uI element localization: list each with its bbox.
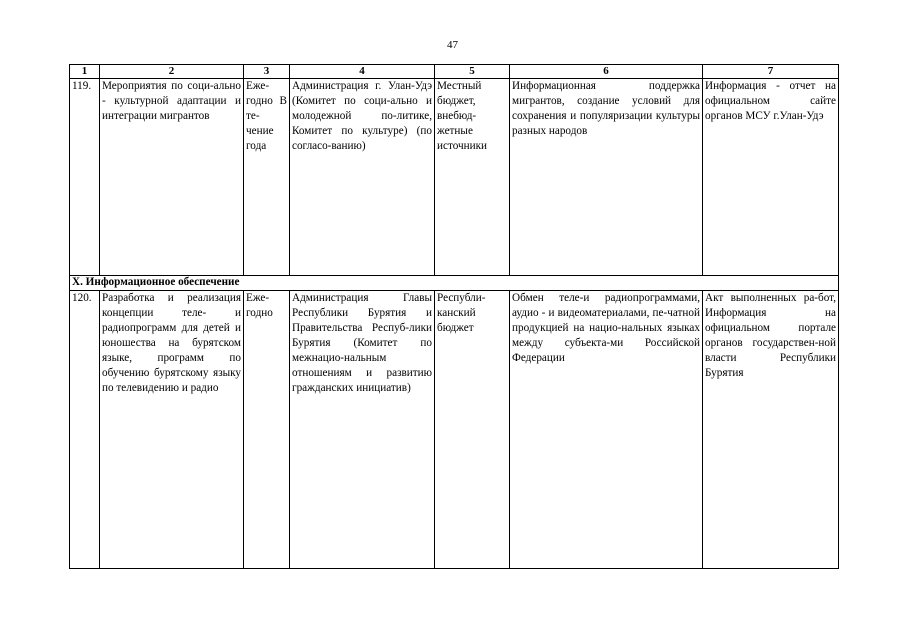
section-title: X. Информационное обеспечение: [70, 276, 839, 291]
section-row: [70, 276, 839, 291]
column-header: 5: [435, 65, 510, 79]
executor-cell: Администрация Главы Республики Бурятия и Правительства Респуб-лики Бурятия (Комитет по межнацио-нальным отношениям и развитию гражданских инициатив): [290, 291, 435, 569]
result-cell: Обмен теле-и радиопрограммами, аудио - и видеоматериалами, пе-чатной продукцией на нацио-нальных языках между субъекта-ми Российской Федерации: [510, 291, 703, 569]
row-number: 119.: [70, 79, 100, 276]
column-header: 4: [290, 65, 435, 79]
funding-cell: Местный бюджет, внебюд-жетные источники: [435, 79, 510, 276]
column-header: 6: [510, 65, 703, 79]
page-number: 47: [447, 39, 458, 51]
reporting-cell: Акт выполненных ра-бот, Информация на официальном портале органов государствен-ной власти Республики Бурятия: [703, 291, 839, 569]
funding-cell: Республи-канский бюджет: [435, 291, 510, 569]
table-row: [70, 291, 839, 569]
period-cell: Еже-годно В те-чение года: [244, 79, 290, 276]
column-header: 7: [703, 65, 839, 79]
column-number-row: [70, 65, 839, 79]
reporting-cell: Информация - отчет на официальном сайте органов МСУ г.Улан-Удэ: [703, 79, 839, 276]
plan-table: [69, 64, 839, 569]
result-cell: Информационная поддержка мигрантов, создание условий для сохранения и популяризации культуры разных народов: [510, 79, 703, 276]
executor-cell: Администрация г. Улан-Удэ (Комитет по соци-ально и молодежной по-литике, Комитет по культуре) (по согласо-ванию): [290, 79, 435, 276]
period-cell: Еже-годно: [244, 291, 290, 569]
column-header: 3: [244, 65, 290, 79]
row-number: 120.: [70, 291, 100, 569]
event-cell: Мероприятия по соци-ально - культурной адаптации и интеграции мигрантов: [100, 79, 244, 276]
column-header: 2: [100, 65, 244, 79]
table-row: [70, 79, 839, 276]
event-cell: Разработка и реализация концепции теле- и радиопрограмм для детей и юношества на бурятском языке, программ по обучению бурятскому языку по телевидению и радио: [100, 291, 244, 569]
column-header: 1: [70, 65, 100, 79]
